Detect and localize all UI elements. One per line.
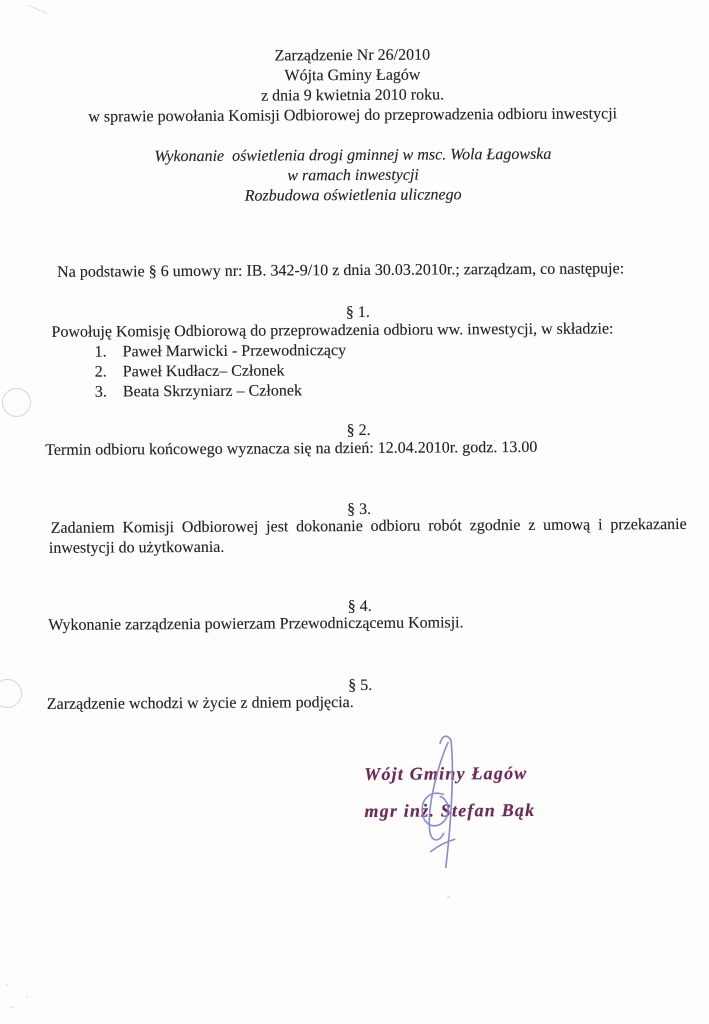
list-item xyxy=(95,381,347,403)
list-item-text: Paweł Marwicki - Przewodniczący xyxy=(122,342,347,361)
list-item xyxy=(95,341,347,363)
section-4-mark: § 4. xyxy=(347,597,372,616)
signature-stroke xyxy=(431,839,455,851)
investment-subject-block xyxy=(0,144,708,208)
section-5-body: Zarządzenie wchodzi w życie z dniem podjęcia. xyxy=(46,694,354,713)
title-line-issuer: Wójta Gminy Łagów xyxy=(284,66,421,85)
section-3-body-line-1: Zadaniem Komisji Odbiorowej jest dokonanie odbioru robót zgodnie z umową i przekazanie xyxy=(50,515,687,537)
section-5-mark: § 5. xyxy=(348,676,373,695)
subject-line-3: Rozbudowa oświetlenia ulicznego xyxy=(244,186,462,205)
subject-line-2: w ramach inwestycji xyxy=(287,166,419,185)
list-item xyxy=(95,361,347,383)
list-item-number: 3. xyxy=(94,383,107,401)
title-line-date: z dnia 9 kwietnia 2010 roku. xyxy=(260,86,445,105)
stamp-title-line: Wójt Gminy Łagów xyxy=(364,762,528,784)
list-item-text: Paweł Kudłacz– Członek xyxy=(122,362,285,381)
list-item-text: Beata Skrzyniarz – Członek xyxy=(122,382,302,401)
stamp-name-line: mgr inż. Stefan Bąk xyxy=(364,799,536,821)
list-item-number: 2. xyxy=(94,363,107,381)
commission-member-list xyxy=(95,341,347,403)
subject-line-1: Wykonanie oświetlenia drogi gminnej w msc. Wola Łagowska xyxy=(154,145,552,166)
section-2-body: Termin odbioru końcowego wyznacza się na dzień: 12.04.2010r. godz. 13.00 xyxy=(45,438,538,459)
title-line-subject-intro: w sprawie powołania Komisji Odbiorowej do przeprowadzenia odbioru inwestycji xyxy=(88,105,618,126)
title-line-number: Zarządzenie Nr 26/2010 xyxy=(274,46,431,65)
section-2-mark: § 2. xyxy=(346,421,371,440)
section-4-body: Wykonanie zarządzenia powierzam Przewodniczącemu Komisji. xyxy=(48,614,464,634)
list-item-number: 1. xyxy=(94,343,107,361)
section-3-body-line-2: inwestycji do użytkowania. xyxy=(48,538,225,557)
preamble: Na podstawie § 6 umowy nr: IB. 342-9/10 z dnia 30.03.2010r.; zarządzam, co następuje: xyxy=(57,260,625,281)
document-title-block xyxy=(0,44,707,128)
section-3-mark: § 3. xyxy=(347,500,372,519)
section-1-body: Powołuję Komisję Odbiorową do przeprowadzenia odbioru ww. inwestycji, w składzie: xyxy=(51,320,614,341)
signature-ink xyxy=(392,727,483,876)
signature-stroke xyxy=(422,793,448,826)
section-1-mark: § 1. xyxy=(345,303,370,322)
